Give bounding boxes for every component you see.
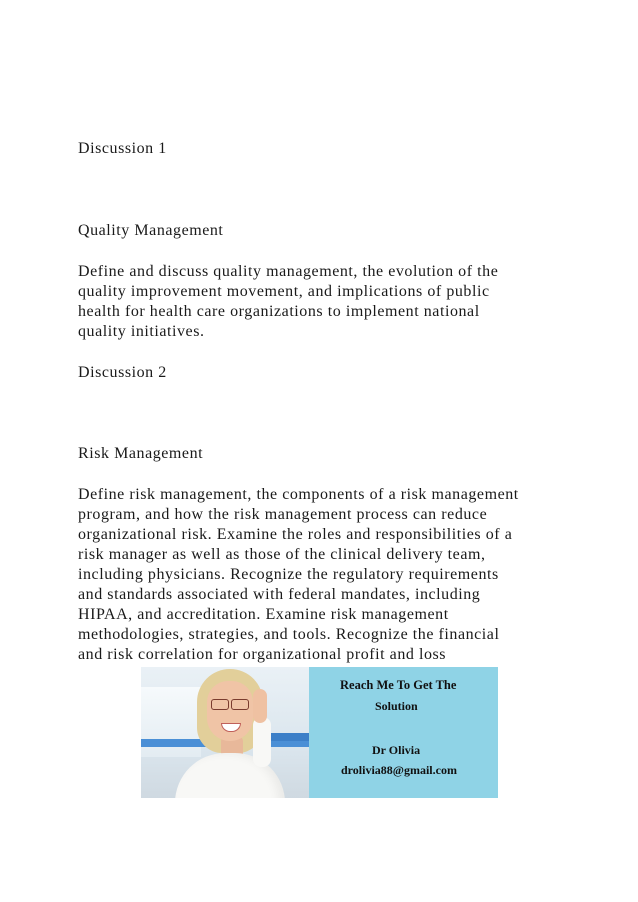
paragraph-line: quality improvement movement, and implications of public xyxy=(78,283,490,300)
promo-name: Dr Olivia xyxy=(372,743,421,757)
paragraph-line: organizational risk. Examine the roles and responsibilities of a xyxy=(78,526,513,543)
promo-email[interactable]: drolivia88@gmail.com xyxy=(341,763,457,777)
paragraph-line: Define risk management, the components of a risk management xyxy=(78,486,519,503)
promo-banner xyxy=(141,667,498,798)
paragraph-line: health for health care organizations to implement national xyxy=(78,303,480,320)
discussion-2-heading: Discussion 2 xyxy=(78,364,167,381)
promo-photo xyxy=(141,667,309,798)
paragraph-line: and risk correlation for organizational profit and loss xyxy=(78,646,447,663)
paragraph-line: methodologies, strategies, and tools. Recognize the financial xyxy=(78,626,500,643)
person-hand xyxy=(253,689,267,723)
promo-heading-line2: Solution xyxy=(375,699,418,713)
promo-contact-panel xyxy=(309,667,498,798)
person-arm xyxy=(253,717,271,767)
paragraph-line: HIPAA, and accreditation. Examine risk management xyxy=(78,606,449,623)
person-face xyxy=(207,681,253,741)
risk-management-title: Risk Management xyxy=(78,445,204,462)
glasses-icon xyxy=(209,699,251,709)
paragraph-line: risk manager as well as those of the clinical delivery team, xyxy=(78,546,486,563)
discussion-1-heading: Discussion 1 xyxy=(78,140,167,157)
paragraph-line: program, and how the risk management process can reduce xyxy=(78,506,488,523)
promo-heading-line1: Reach Me To Get The xyxy=(340,678,457,692)
quality-management-title: Quality Management xyxy=(78,222,224,239)
paragraph-line: and standards associated with federal mandates, including xyxy=(78,586,481,603)
paragraph-line: quality initiatives. xyxy=(78,323,205,340)
paragraph-line: Define and discuss quality management, the evolution of the xyxy=(78,263,499,280)
paragraph-line: including physicians. Recognize the regulatory requirements xyxy=(78,566,499,583)
